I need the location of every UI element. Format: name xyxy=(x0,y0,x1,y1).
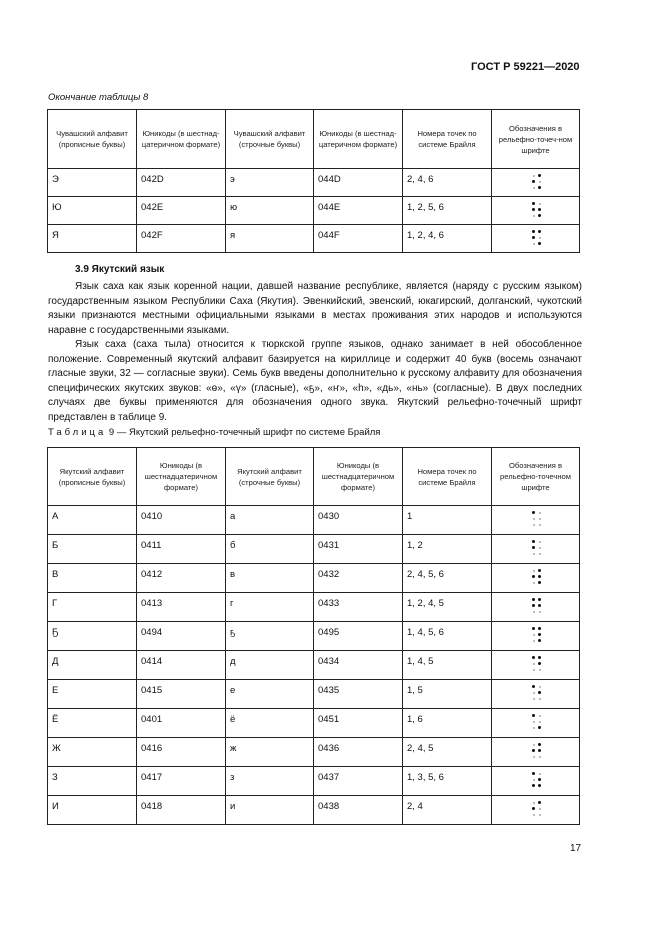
table-row xyxy=(48,767,580,796)
braille-dot-flat xyxy=(533,524,535,526)
braille-dot-raised xyxy=(538,691,541,694)
upper-code: 0415 xyxy=(137,680,226,709)
upper-letter: А xyxy=(48,506,137,535)
braille-dot-flat xyxy=(539,756,541,758)
braille-dot-raised xyxy=(538,186,541,189)
braille-cell xyxy=(492,651,580,680)
upper-letter: З xyxy=(48,767,137,796)
braille-dot-raised xyxy=(532,604,535,607)
braille-dot-flat xyxy=(539,808,541,810)
braille-dot-flat xyxy=(533,692,535,694)
table9-header-lower-code: Юникоды (в шестнадцатеричном формате) xyxy=(314,448,403,506)
upper-letter: Ж xyxy=(48,738,137,767)
lower-letter: в xyxy=(226,564,314,593)
lower-code: 0495 xyxy=(314,622,403,651)
braille-dot-flat xyxy=(539,814,541,816)
braille-dot-raised xyxy=(538,656,541,659)
table8-header-upper-code: Юникоды (в шестнад-цатеричном формате) xyxy=(137,110,226,169)
braille-dot-flat xyxy=(533,187,535,189)
braille-dot-raised xyxy=(532,236,535,239)
lower-code: 0430 xyxy=(314,506,403,535)
braille-symbol xyxy=(532,656,544,676)
braille-dot-raised xyxy=(532,784,535,787)
table9-caption xyxy=(48,427,380,438)
braille-dot-flat xyxy=(533,744,535,746)
upper-letter: Б xyxy=(48,535,137,564)
table-row xyxy=(48,651,580,680)
braille-dot-flat xyxy=(533,669,535,671)
lower-code: 0436 xyxy=(314,738,403,767)
dot-numbers: 1, 5 xyxy=(403,680,492,709)
paragraph-2: Язык саха (саха тыла) относится к тюркской группе языков, однако занимает в ней обособленное положение. Современный якутский алфавит базируется на кириллице и содержит 40 букв (восемь означают гласные звуки, 32 — согласные звуки). Семь букв введены дополнительно к русскому алфавиту для обозначения специфических якутских звуков: «ө», «ү» (гласные), «ҕ», «ҥ», «һ», «дь», «нь» (согласные). В двух последних случаях две буквы применяются для обозначения одного звука. Якутский рельефно-точечный шрифт представлен в таблице 9. xyxy=(48,339,582,423)
dot-numbers: 2, 4, 5, 6 xyxy=(403,564,492,593)
braille-dot-flat xyxy=(539,541,541,543)
table-row xyxy=(48,225,580,253)
lower-letter: б xyxy=(226,535,314,564)
table9-header-dots: Номера точек по системе Брайля xyxy=(403,448,492,506)
upper-letter: Е xyxy=(48,680,137,709)
upper-letter: Г xyxy=(48,593,137,622)
table9-header-upper: Якутский алфавит (прописные буквы) xyxy=(48,448,137,506)
table-9 xyxy=(47,447,580,825)
table9-header-upper-code: Юникоды (в шестнадцатеричном формате) xyxy=(137,448,226,506)
table-row xyxy=(48,593,580,622)
dot-numbers: 2, 4, 6 xyxy=(403,169,492,197)
braille-dot-flat xyxy=(539,524,541,526)
braille-symbol xyxy=(532,569,544,589)
braille-dot-flat xyxy=(533,756,535,758)
braille-cell xyxy=(492,225,580,253)
upper-code: 0412 xyxy=(137,564,226,593)
braille-cell xyxy=(492,593,580,622)
braille-dot-raised xyxy=(532,546,535,549)
table-row xyxy=(48,622,580,651)
lower-letter: з xyxy=(226,767,314,796)
lower-code: 044D xyxy=(314,169,403,197)
lower-letter: и xyxy=(226,796,314,825)
braille-dot-flat xyxy=(539,512,541,514)
braille-dot-raised xyxy=(538,784,541,787)
braille-dot-raised xyxy=(538,174,541,177)
braille-dot-flat xyxy=(533,663,535,665)
upper-code: 0413 xyxy=(137,593,226,622)
upper-letter: Я xyxy=(48,225,137,253)
table8-header-lower: Чувашский алфавит (строчные буквы) xyxy=(226,110,314,169)
braille-dot-flat xyxy=(533,640,535,642)
dot-numbers: 2, 4, 5 xyxy=(403,738,492,767)
braille-dot-flat xyxy=(539,715,541,717)
braille-dot-flat xyxy=(533,721,535,723)
braille-dot-raised xyxy=(538,627,541,630)
table-row xyxy=(48,197,580,225)
braille-dot-raised xyxy=(532,208,535,211)
upper-code: 0416 xyxy=(137,738,226,767)
braille-dot-flat xyxy=(539,547,541,549)
braille-dot-raised xyxy=(538,749,541,752)
braille-dot-flat xyxy=(533,243,535,245)
table8-header-braille: Обозначения в рельефно-точеч-ном шрифте xyxy=(492,110,580,169)
table-row xyxy=(48,506,580,535)
lower-code: 0451 xyxy=(314,709,403,738)
braille-dot-flat xyxy=(533,802,535,804)
section-title: 3.9 Якутский язык xyxy=(75,264,165,275)
braille-symbol xyxy=(532,174,544,194)
braille-dot-raised xyxy=(538,208,541,211)
braille-symbol xyxy=(532,230,544,250)
braille-cell xyxy=(492,680,580,709)
braille-dot-raised xyxy=(538,230,541,233)
table9-caption-prefix: Таблица xyxy=(48,427,107,438)
braille-dot-raised xyxy=(538,214,541,217)
braille-dot-raised xyxy=(532,180,535,183)
lower-code: 0438 xyxy=(314,796,403,825)
braille-dot-raised xyxy=(538,633,541,636)
braille-dot-raised xyxy=(538,662,541,665)
braille-symbol xyxy=(532,801,544,821)
lower-code: 0431 xyxy=(314,535,403,564)
braille-dot-flat xyxy=(533,553,535,555)
braille-dot-raised xyxy=(538,639,541,642)
braille-cell xyxy=(492,169,580,197)
braille-cell xyxy=(492,535,580,564)
paragraph-1: Язык саха как язык коренной нации, давшей название республике, является (наряду с русским языком) государственным языком Республики Саха (Якутия). Эвенкийский, эвенский, юкагирский, долганский, чукотский языки признаются местными официальными языками в местах проживания этих народов и используются наравне с государственными языками. xyxy=(48,281,582,336)
braille-dot-raised xyxy=(538,575,541,578)
braille-dot-flat xyxy=(539,203,541,205)
braille-dot-raised xyxy=(532,749,535,752)
lower-letter: ж xyxy=(226,738,314,767)
upper-letter: Э xyxy=(48,169,137,197)
upper-code: 042D xyxy=(137,169,226,197)
braille-dot-flat xyxy=(533,634,535,636)
braille-symbol xyxy=(532,598,544,618)
lower-letter: я xyxy=(226,225,314,253)
lower-letter: ё xyxy=(226,709,314,738)
braille-cell xyxy=(492,506,580,535)
braille-symbol xyxy=(532,772,544,792)
braille-symbol xyxy=(532,540,544,560)
upper-code: 0417 xyxy=(137,767,226,796)
braille-dot-raised xyxy=(538,598,541,601)
braille-dot-raised xyxy=(538,743,541,746)
table8-header-upper: Чувашский алфавит (прописные буквы) xyxy=(48,110,137,169)
braille-dot-flat xyxy=(539,553,541,555)
upper-letter: И xyxy=(48,796,137,825)
braille-dot-flat xyxy=(533,570,535,572)
braille-dot-raised xyxy=(538,242,541,245)
lower-letter: ҕ xyxy=(226,622,314,651)
braille-cell xyxy=(492,564,580,593)
dot-numbers: 1, 2 xyxy=(403,535,492,564)
table8-header-dots: Номера точек по системе Брайля xyxy=(403,110,492,169)
lower-letter: е xyxy=(226,680,314,709)
table9-header-lower: Якутский алфавит (строчные буквы) xyxy=(226,448,314,506)
standard-number: ГОСТ Р 59221—2020 xyxy=(471,61,580,73)
braille-dot-flat xyxy=(539,773,541,775)
braille-dot-raised xyxy=(532,807,535,810)
braille-cell xyxy=(492,738,580,767)
upper-code: 0401 xyxy=(137,709,226,738)
dot-numbers: 1, 3, 5, 6 xyxy=(403,767,492,796)
braille-dot-flat xyxy=(533,779,535,781)
braille-symbol xyxy=(532,714,544,734)
dot-numbers: 1, 4, 5 xyxy=(403,651,492,680)
table8-header-lower-code: Юникоды (в шестнад-цатеричном формате) xyxy=(314,110,403,169)
lower-code: 0434 xyxy=(314,651,403,680)
braille-cell xyxy=(492,622,580,651)
dot-numbers: 1 xyxy=(403,506,492,535)
braille-dot-raised xyxy=(538,726,541,729)
upper-code: 0414 xyxy=(137,651,226,680)
braille-symbol xyxy=(532,685,544,705)
upper-code: 0411 xyxy=(137,535,226,564)
lower-code: 0437 xyxy=(314,767,403,796)
upper-code: 0410 xyxy=(137,506,226,535)
dot-numbers: 1, 2, 4, 6 xyxy=(403,225,492,253)
lower-code: 044F xyxy=(314,225,403,253)
upper-letter: Ё xyxy=(48,709,137,738)
braille-dot-flat xyxy=(533,175,535,177)
braille-symbol xyxy=(532,511,544,531)
braille-dot-raised xyxy=(532,230,535,233)
upper-code: 042F xyxy=(137,225,226,253)
table-row xyxy=(48,796,580,825)
table-row xyxy=(48,680,580,709)
page-number: 17 xyxy=(570,843,582,854)
braille-dot-flat xyxy=(533,814,535,816)
braille-dot-flat xyxy=(539,698,541,700)
table9-caption-text: 9 — Якутский рельефно-точечный шрифт по системе Брайля xyxy=(108,427,381,438)
braille-dot-raised xyxy=(532,627,535,630)
braille-dot-flat xyxy=(539,611,541,613)
braille-dot-raised xyxy=(538,801,541,804)
braille-dot-flat xyxy=(539,686,541,688)
braille-dot-flat xyxy=(533,611,535,613)
braille-dot-raised xyxy=(532,511,535,514)
dot-numbers: 1, 2, 5, 6 xyxy=(403,197,492,225)
table-row xyxy=(48,709,580,738)
upper-code: 0418 xyxy=(137,796,226,825)
upper-letter: Д xyxy=(48,651,137,680)
lower-letter: э xyxy=(226,169,314,197)
braille-dot-flat xyxy=(539,669,541,671)
table-row xyxy=(48,169,580,197)
braille-cell xyxy=(492,767,580,796)
braille-symbol xyxy=(532,627,544,647)
braille-dot-raised xyxy=(532,714,535,717)
braille-dot-raised xyxy=(538,581,541,584)
braille-dot-raised xyxy=(538,604,541,607)
braille-cell xyxy=(492,709,580,738)
braille-dot-raised xyxy=(532,772,535,775)
upper-letter: Ҕ xyxy=(48,622,137,651)
table-row xyxy=(48,564,580,593)
dot-numbers: 2, 4 xyxy=(403,796,492,825)
dot-numbers: 1, 4, 5, 6 xyxy=(403,622,492,651)
upper-code: 0494 xyxy=(137,622,226,651)
lower-code: 0435 xyxy=(314,680,403,709)
braille-symbol xyxy=(532,743,544,763)
table8-caption: Окончание таблицы 8 xyxy=(48,92,149,103)
lower-letter: а xyxy=(226,506,314,535)
braille-dot-flat xyxy=(539,237,541,239)
lower-letter: ю xyxy=(226,197,314,225)
braille-dot-flat xyxy=(533,518,535,520)
table-8 xyxy=(47,109,580,253)
braille-dot-raised xyxy=(532,598,535,601)
braille-dot-flat xyxy=(533,582,535,584)
braille-dot-raised xyxy=(538,569,541,572)
table9-header-braille: Обозначения в рельефно-точечном шрифте xyxy=(492,448,580,506)
braille-dot-flat xyxy=(533,215,535,217)
braille-dot-raised xyxy=(532,540,535,543)
lower-letter: г xyxy=(226,593,314,622)
upper-letter: В xyxy=(48,564,137,593)
braille-dot-flat xyxy=(533,698,535,700)
braille-cell xyxy=(492,197,580,225)
table-row xyxy=(48,535,580,564)
braille-symbol xyxy=(532,202,544,222)
braille-dot-raised xyxy=(532,202,535,205)
braille-dot-flat xyxy=(539,518,541,520)
upper-letter: Ю xyxy=(48,197,137,225)
upper-code: 042E xyxy=(137,197,226,225)
braille-dot-raised xyxy=(538,778,541,781)
braille-dot-flat xyxy=(539,721,541,723)
lower-code: 044E xyxy=(314,197,403,225)
lower-letter: д xyxy=(226,651,314,680)
lower-code: 0432 xyxy=(314,564,403,593)
braille-dot-raised xyxy=(532,575,535,578)
braille-dot-flat xyxy=(539,181,541,183)
dot-numbers: 1, 2, 4, 5 xyxy=(403,593,492,622)
braille-dot-flat xyxy=(533,727,535,729)
braille-dot-raised xyxy=(532,685,535,688)
lower-code: 0433 xyxy=(314,593,403,622)
dot-numbers: 1, 6 xyxy=(403,709,492,738)
braille-cell xyxy=(492,796,580,825)
table-row xyxy=(48,738,580,767)
braille-dot-raised xyxy=(532,656,535,659)
